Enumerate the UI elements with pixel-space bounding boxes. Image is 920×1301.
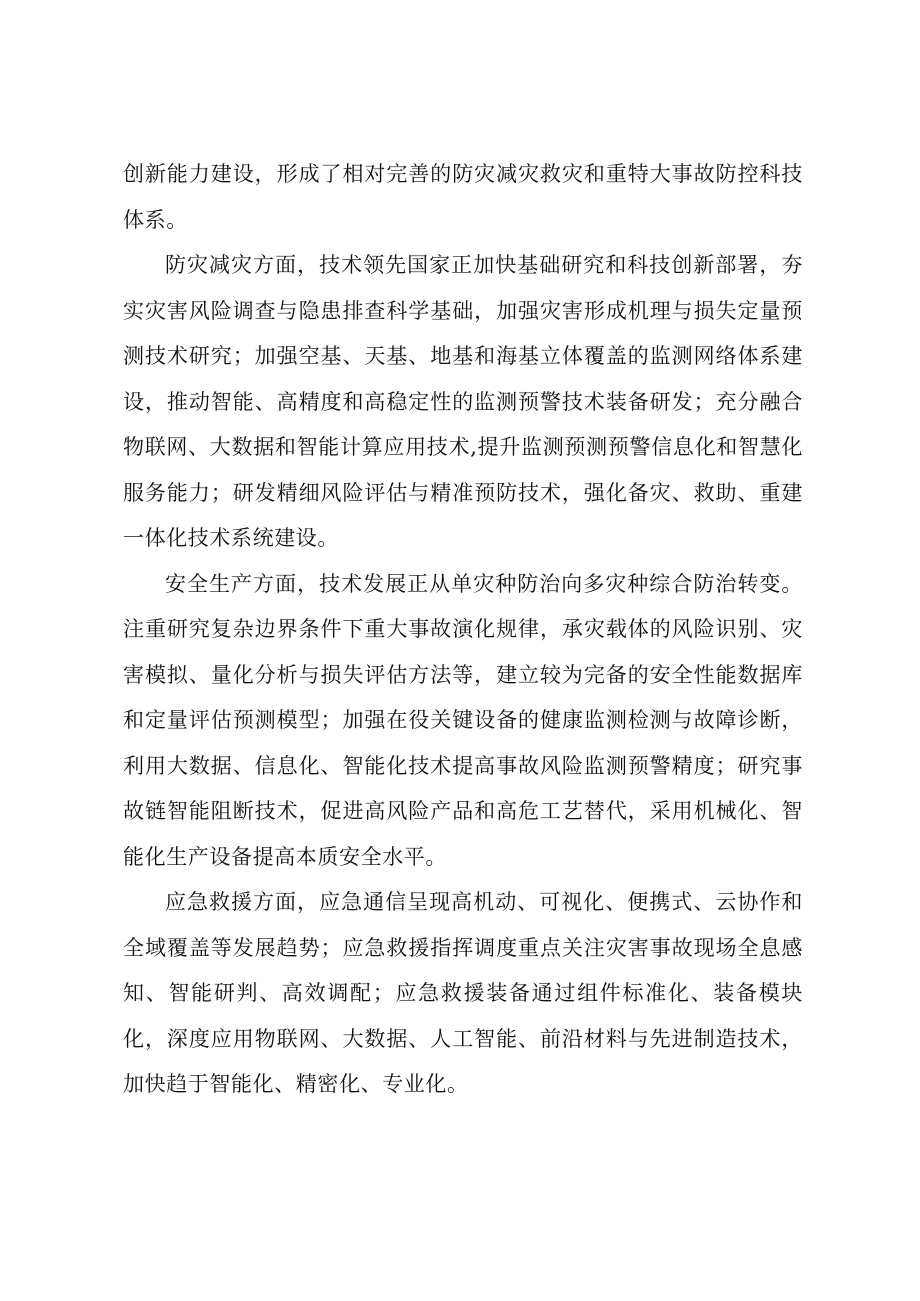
paragraph-disaster-prevention: 防灾减灾方面，技术领先国家正加快基础研究和科技创新部署，夯实灾害风险调查与隐患排查科学基础，加强灾害形成机理与损失定量预测技术研究；加强空基、天基、地基和海基立体覆盖的监测网络体系建设，推动智能、高精度和高稳定性的监测预警技术装备研发；充分融合物联网、大数据和智能计算应用技术,提升监测预测预警信息化和智慧化服务能力；研发精细风险评估与精准预防技术，强化备灾、救助、重建一体化技术系统建设。 bbox=[123, 253, 803, 550]
paragraph-continuation: 创新能力建设，形成了相对完善的防灾减灾救灾和重特大事故防控科技体系。 bbox=[123, 162, 803, 232]
paragraph-emergency-rescue: 应急救援方面，应急通信呈现高机动、可视化、便携式、云协作和全域覆盖等发展趋势；应急救援指挥调度重点关注灾害事故现场全息感知、智能研判、高效调配；应急救援装备通过组件标准化、装备模块化，深度应用物联网、大数据、人工智能、前沿材料与先进制造技术，加快趋于智能化、精密化、专业化。 bbox=[123, 890, 803, 1096]
document-body bbox=[123, 152, 803, 1108]
paragraph-production-safety: 安全生产方面，技术发展正从单灾种防治向多灾种综合防治转变。注重研究复杂边界条件下重大事故演化规律，承灾载体的风险识别、灾害模拟、量化分析与损失评估方法等，建立较为完备的安全性能数据库和定量评估预测模型；加强在役关键设备的健康监测检测与故障诊断，利用大数据、信息化、智能化技术提高事故风险监测预警精度；研究事故链智能阻断技术，促进高风险产品和高危工艺替代，采用机械化、智能化生产设备提高本质安全水平。 bbox=[123, 571, 803, 869]
